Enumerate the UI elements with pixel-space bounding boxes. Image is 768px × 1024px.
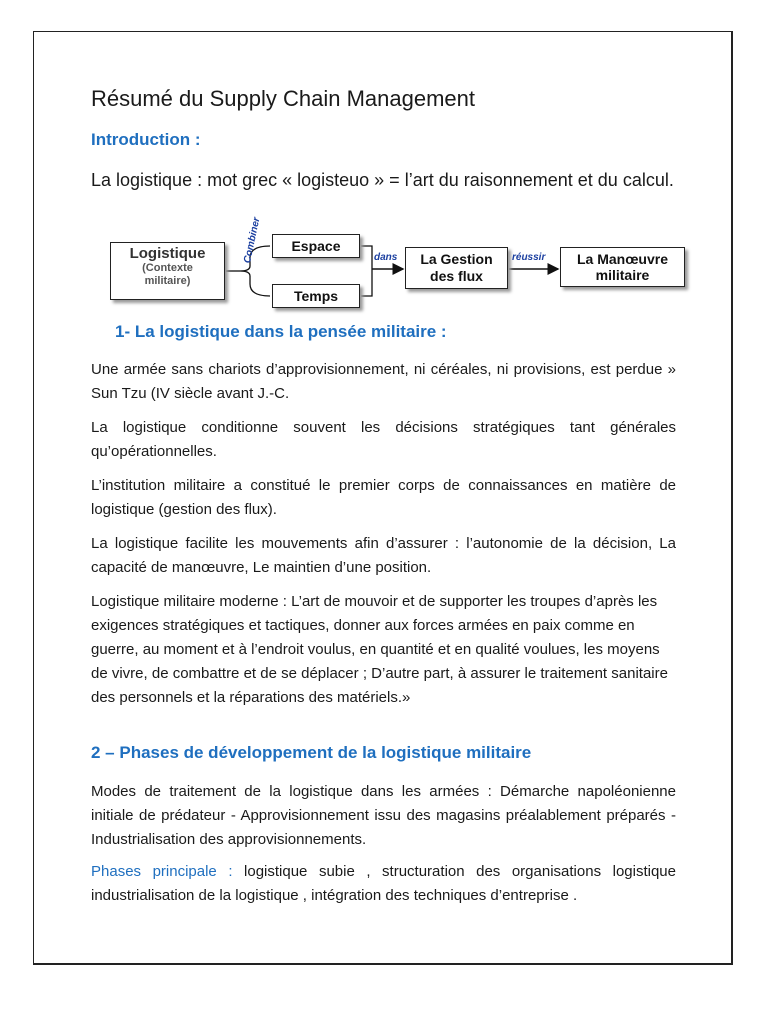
gestion-line2: des flux bbox=[430, 268, 483, 284]
logistics-diagram bbox=[110, 216, 690, 306]
reussir-label: réussir bbox=[512, 252, 546, 263]
manoeuvre-line2: militaire bbox=[595, 267, 650, 283]
dans-label: dans bbox=[374, 252, 398, 263]
section2-paragraph-2 bbox=[91, 860, 676, 908]
section1-paragraph-5: Logistique militaire moderne : L’art de mouvoir et de supporter les troupes d’après les exigences stratégiques et tactiques, donner aux forces armées en paix comme en guerre, au moment et à l’endroit voulus, en quantité et en qualité voulues, les moyens de vivre, de combattre et de se déplacer ; D’autre part, à assurer le traitement sanitaire des personnels et la réparations des matériels.» bbox=[91, 593, 668, 706]
section1-paragraph-1: Une armée sans chariots d’approvisionnement, ni céréales, ni provisions, est perdue » Sun Tzu (IV siècle avant J.-C. bbox=[91, 361, 676, 402]
manoeuvre-line1: La Manœuvre bbox=[576, 251, 668, 267]
contexte-line1: (Contexte bbox=[142, 262, 193, 274]
phases-text: logistique subie , structuration des organisations logistique industrialisation de la logistique , intégration des techniques d’entreprise . bbox=[91, 863, 676, 904]
section1-heading: 1- La logistique dans la pensée militaire : bbox=[115, 322, 447, 341]
section1-paragraph-2: La logistique conditionne souvent les décisions stratégiques tant générales qu’opérationnelles. bbox=[91, 419, 676, 460]
logistique-label: Logistique bbox=[129, 245, 206, 262]
intro-text: La logistique : mot grec « logisteuo » = l’art du raisonnement et du calcul. bbox=[91, 170, 674, 190]
espace-box: Espace bbox=[272, 234, 360, 258]
section2-paragraph-1: Modes de traitement de la logistique dans les armées : Démarche napoléonienne initiale de prédateur - Approvisionnement issu des magasins préalablement préparés - Industrialisation des approvisionnements. bbox=[91, 783, 676, 848]
intro-heading: Introduction : bbox=[91, 130, 201, 149]
manoeuvre-box bbox=[560, 247, 685, 287]
combiner-label: Combiner bbox=[242, 216, 263, 265]
section2-heading: 2 – Phases de développement de la logistique militaire bbox=[91, 743, 532, 762]
bracket bbox=[361, 246, 372, 296]
section1-paragraph-3: L’institution militaire a constitué le premier corps de connaissances en matière de logistique (gestion des flux). bbox=[91, 477, 676, 518]
phases-label: Phases principale : bbox=[91, 863, 233, 880]
page-title: Résumé du Supply Chain Management bbox=[91, 86, 476, 111]
contexte-line2: militaire) bbox=[144, 275, 191, 287]
section1-paragraph-4: La logistique facilite les mouvements afin d’assurer : l’autonomie de la décision, La capacité de manœuvre, Le maintien d’une position. bbox=[91, 535, 676, 576]
temps-box: Temps bbox=[272, 284, 360, 308]
logistique-box bbox=[110, 242, 225, 300]
gestion-flux-box bbox=[405, 247, 508, 289]
gestion-line1: La Gestion bbox=[420, 251, 493, 267]
